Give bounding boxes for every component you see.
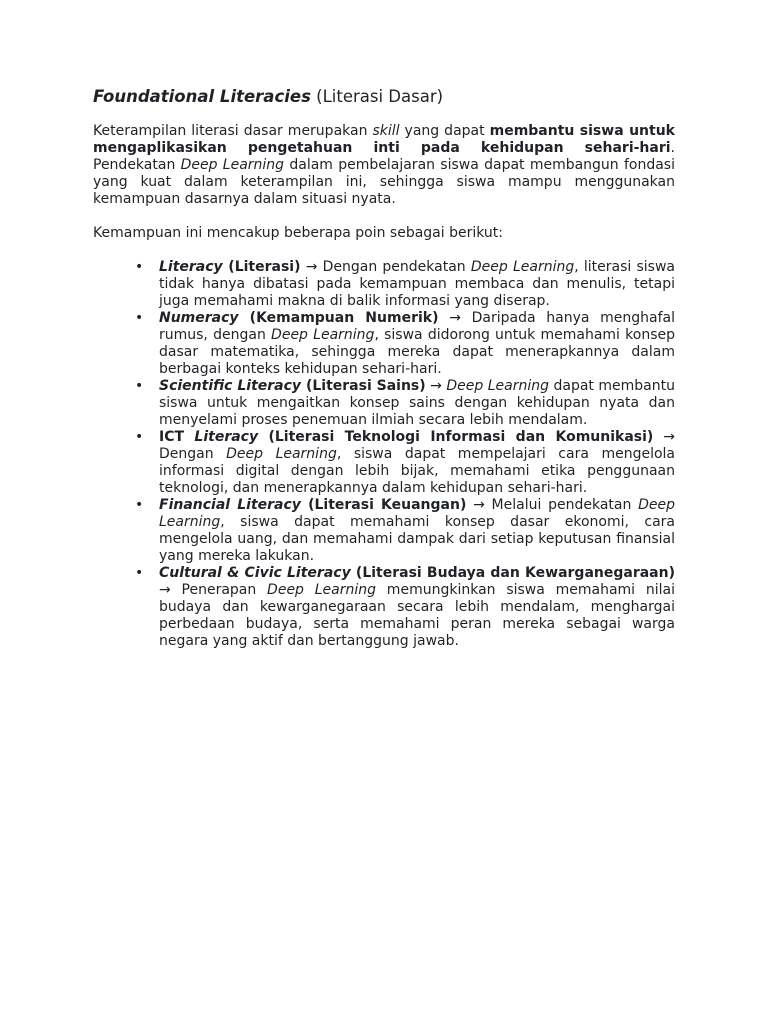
item-text: , literasi siswa tidak hanya dibatasi pada kemampuan membaca dan menulis, tetapi juga memahami makna di balik informasi yang diserap. xyxy=(159,259,675,309)
item-heading-italic: Cultural & Civic Literacy xyxy=(159,565,351,581)
item-heading xyxy=(159,259,301,275)
item-heading-italic: Numeracy xyxy=(159,310,239,326)
item-heading xyxy=(159,565,675,581)
title-rest: (Literasi Dasar) xyxy=(310,87,444,106)
item-text: , siswa didorong untuk memahami konsep dasar matematika, sehingga mereka dapat menerapkannya dalam berbagai konteks kehidupan sehari-hari. xyxy=(159,327,675,377)
para-skill: skill xyxy=(372,123,400,139)
item-deep-learning: Deep Learning xyxy=(226,446,337,462)
title-italic: Foundational Literacies xyxy=(93,87,311,106)
para-text: . Pendekatan xyxy=(93,140,675,173)
item-arrow-text: → Dengan pendekatan xyxy=(300,259,471,275)
item-arrow-text: → xyxy=(425,378,447,394)
list-item xyxy=(159,497,675,565)
list-item xyxy=(159,259,675,310)
item-heading xyxy=(159,429,653,445)
item-heading-italic: Scientific Literacy xyxy=(159,378,302,394)
item-deep-learning: Deep Learning xyxy=(446,378,550,394)
para-text: Keterampilan literasi dasar merupakan xyxy=(93,123,373,139)
para-deep-learning: Deep Learning xyxy=(180,157,285,173)
item-heading-rest: (Literasi Budaya dan Kewarganegaraan) xyxy=(350,565,675,581)
list-item xyxy=(159,378,675,429)
literacy-list xyxy=(93,259,675,650)
item-heading-italic: Financial Literacy xyxy=(159,497,301,513)
item-heading-rest: (Kemampuan Numerik) xyxy=(238,310,439,326)
item-arrow-text: → Daripada hanya menghafal rumus, dengan xyxy=(159,310,675,343)
page-title xyxy=(93,86,675,108)
item-arrow-text: → Melalui pendekatan xyxy=(466,497,639,513)
para-text: yang dapat xyxy=(399,123,490,139)
item-heading xyxy=(159,378,426,394)
item-heading-rest: (Literasi Sains) xyxy=(301,378,426,394)
item-heading xyxy=(159,310,439,326)
list-item xyxy=(159,565,675,650)
item-heading-italic: Literacy xyxy=(159,259,223,275)
para-text: dalam pembelajaran siswa dapat membangun fondasi yang kuat dalam keterampilan ini, sehingga siswa mampu menggunakan kemampuan dasarnya dalam situasi nyata. xyxy=(93,157,675,207)
item-deep-learning: Deep Learning xyxy=(267,582,377,598)
intro-paragraph xyxy=(93,123,675,208)
item-heading xyxy=(159,497,466,513)
item-deep-learning: Deep Learning xyxy=(271,327,375,343)
para-bold: membantu siswa untuk mengaplikasikan pengetahuan inti pada kehidupan sehari-hari xyxy=(93,123,675,156)
document-page xyxy=(93,86,675,650)
item-heading-rest: (Literasi Keuangan) xyxy=(300,497,467,513)
item-arrow-text: → Dengan xyxy=(159,429,675,462)
list-intro: Kemampuan ini mencakup beberapa poin sebagai berikut: xyxy=(93,225,503,241)
list-item xyxy=(159,310,675,378)
item-deep-learning: Deep Learning xyxy=(470,259,575,275)
item-arrow-text: → Penerapan xyxy=(159,582,268,598)
item-heading-italic: Literacy xyxy=(194,429,259,445)
item-text: , siswa dapat memahami konsep dasar ekonomi, cara mengelola uang, dan memahami dampak dari setiap keputusan finansial yang mereka lakukan. xyxy=(159,514,675,564)
item-heading-rest: (Literasi) xyxy=(222,259,301,275)
item-text: dapat membantu siswa untuk mengaitkan konsep sains dengan kehidupan nyata dan menyelami proses penemuan ilmiah secara lebih mendalam. xyxy=(159,378,675,428)
item-heading-prefix: ICT xyxy=(159,429,195,445)
item-text: memungkinkan siswa memahami nilai budaya dan kewarganegaraan secara lebih mendalam, menghargai perbedaan budaya, serta memahami peran mereka sebagai warga negara yang aktif dan bertanggung jawab. xyxy=(159,582,675,649)
item-text: , siswa dapat mempelajari cara mengelola informasi digital dengan lebih bijak, memahami etika penggunaan teknologi, dan menerapkannya dalam kehidupan sehari-hari. xyxy=(159,446,675,496)
list-item xyxy=(159,429,675,497)
item-deep-learning: Deep Learning xyxy=(159,497,675,530)
item-heading-rest: (Literasi Teknologi Informasi dan Komunikasi) xyxy=(258,429,654,445)
